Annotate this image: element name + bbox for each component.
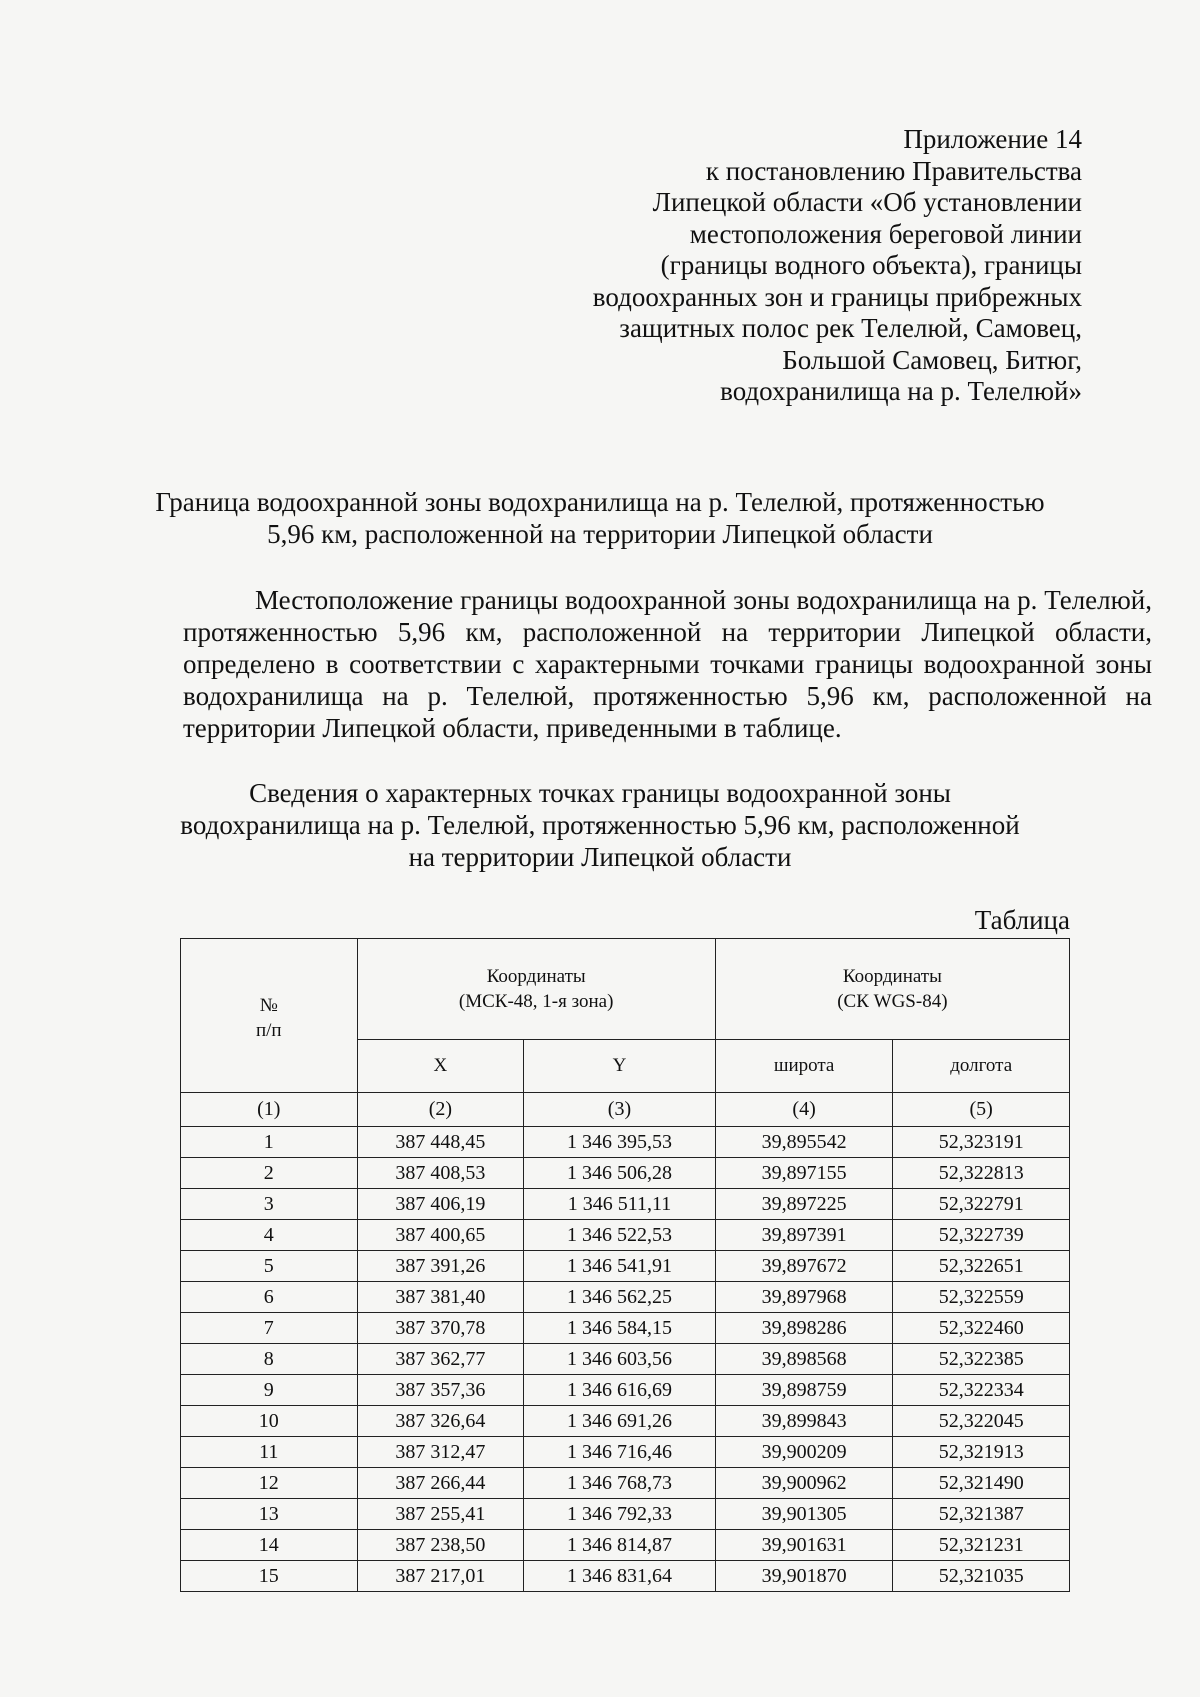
cell-latitude: 39,898286 (715, 1313, 893, 1344)
cell-x: 387 448,45 (357, 1127, 524, 1158)
cell-y: 1 346 616,69 (524, 1375, 716, 1406)
cell-longitude: 52,322334 (893, 1375, 1070, 1406)
cell-latitude: 39,897155 (715, 1158, 893, 1189)
header-x: X (357, 1040, 524, 1093)
header-number-label: п/п (255, 1019, 282, 1041)
cell-latitude: 39,897672 (715, 1251, 893, 1282)
cell-y: 1 346 831,64 (524, 1561, 716, 1592)
table-heading-line: водохранилища на р. Телелюй, протяженностью 5,96 км, расположенной (180, 810, 1020, 840)
cell-x: 387 357,36 (357, 1375, 524, 1406)
cell-x: 387 255,41 (357, 1499, 524, 1530)
cell-x: 387 326,64 (357, 1406, 524, 1437)
table-row (181, 1499, 1070, 1530)
cell-number: 8 (181, 1344, 358, 1375)
document-title (150, 486, 1050, 550)
table-label: Таблица (974, 905, 1070, 935)
table-row (181, 1530, 1070, 1561)
coordinates-table (180, 938, 1070, 1592)
cell-x: 387 408,53 (357, 1158, 524, 1189)
table-row (181, 1251, 1070, 1282)
table-row (181, 1158, 1070, 1189)
cell-x: 387 312,47 (357, 1437, 524, 1468)
cell-longitude: 52,322045 (893, 1406, 1070, 1437)
cell-y: 1 346 691,26 (524, 1406, 716, 1437)
cell-y: 1 346 768,73 (524, 1468, 716, 1499)
cell-longitude: 52,321387 (893, 1499, 1070, 1530)
cell-longitude: 52,321035 (893, 1561, 1070, 1592)
header-msk-coordinates (357, 939, 715, 1040)
cell-y: 1 346 562,25 (524, 1282, 716, 1313)
table-heading-line: на территории Липецкой области (408, 842, 792, 872)
cell-latitude: 39,899843 (715, 1406, 893, 1437)
appendix-line: (границы водного объекта), границы (660, 250, 1082, 280)
cell-latitude: 39,901631 (715, 1530, 893, 1561)
cell-x: 387 406,19 (357, 1189, 524, 1220)
cell-latitude: 39,897968 (715, 1282, 893, 1313)
cell-longitude: 52,322651 (893, 1251, 1070, 1282)
cell-number: 7 (181, 1313, 358, 1344)
cell-x: 387 381,40 (357, 1282, 524, 1313)
cell-y: 1 346 814,87 (524, 1530, 716, 1561)
body-paragraph: Местоположение границы водоохранной зоны водохранилища на р. Телелюй, протяженностью 5,96 км, расположенной на территории Липецкой области, определено в соответствии с характерными точками границы водоохранной зоны водохранилища на р. Телелюй, протяженностью 5,96 км, расположенной на территории Липецкой области, приведенными в таблице. (183, 585, 1152, 743)
cell-y: 1 346 395,53 (524, 1127, 716, 1158)
column-number: (4) (715, 1093, 893, 1127)
column-number: (2) (357, 1093, 524, 1127)
cell-longitude: 52,322460 (893, 1313, 1070, 1344)
cell-longitude: 52,322385 (893, 1344, 1070, 1375)
cell-y: 1 346 792,33 (524, 1499, 716, 1530)
cell-latitude: 39,901870 (715, 1561, 893, 1592)
header-number (181, 939, 358, 1093)
cell-number: 2 (181, 1158, 358, 1189)
table-row (181, 1313, 1070, 1344)
table-column-numbers-row (181, 1093, 1070, 1127)
column-number: (3) (524, 1093, 716, 1127)
cell-number: 10 (181, 1406, 358, 1437)
table-header-row (181, 939, 1070, 1040)
cell-number: 6 (181, 1282, 358, 1313)
header-msk-title: Координаты (486, 966, 586, 987)
document-title-line: Граница водоохранной зоны водохранилища на р. Телелюй, протяженностью (155, 487, 1045, 517)
appendix-line: Приложение 14 (903, 124, 1082, 154)
cell-y: 1 346 506,28 (524, 1158, 716, 1189)
cell-x: 387 266,44 (357, 1468, 524, 1499)
header-latitude: широта (715, 1040, 893, 1093)
table-row (181, 1375, 1070, 1406)
column-number: (1) (181, 1093, 358, 1127)
appendix-line: водоохранных зон и границы прибрежных (592, 281, 1082, 312)
cell-number: 9 (181, 1375, 358, 1406)
header-number-sign: № (259, 994, 278, 1016)
table-row (181, 1561, 1070, 1592)
cell-y: 1 346 522,53 (524, 1220, 716, 1251)
cell-longitude: 52,322739 (893, 1220, 1070, 1251)
appendix-line: Липецкой области «Об установлении (652, 187, 1082, 217)
table-row (181, 1406, 1070, 1437)
header-msk-subtitle: (МСК-48, 1-я зона) (458, 991, 614, 1012)
cell-latitude: 39,900209 (715, 1437, 893, 1468)
cell-number: 3 (181, 1189, 358, 1220)
cell-number: 11 (181, 1437, 358, 1468)
cell-longitude: 52,321490 (893, 1468, 1070, 1499)
cell-y: 1 346 603,56 (524, 1344, 716, 1375)
cell-x: 387 362,77 (357, 1344, 524, 1375)
cell-longitude: 52,321913 (893, 1437, 1070, 1468)
appendix-line: водохранилища на р. Телелюй» (720, 376, 1082, 406)
header-y: Y (524, 1040, 716, 1093)
header-wgs-title: Координаты (842, 966, 942, 987)
cell-longitude: 52,323191 (893, 1127, 1070, 1158)
cell-x: 387 217,01 (357, 1561, 524, 1592)
column-number: (5) (893, 1093, 1070, 1127)
cell-number: 13 (181, 1499, 358, 1530)
cell-x: 387 400,65 (357, 1220, 524, 1251)
cell-longitude: 52,322791 (893, 1189, 1070, 1220)
header-longitude: долгота (893, 1040, 1070, 1093)
cell-x: 387 391,26 (357, 1251, 524, 1282)
header-wgs-coordinates (715, 939, 1069, 1040)
cell-longitude: 52,322813 (893, 1158, 1070, 1189)
cell-latitude: 39,901305 (715, 1499, 893, 1530)
cell-x: 387 238,50 (357, 1530, 524, 1561)
table-row (181, 1282, 1070, 1313)
cell-number: 1 (181, 1127, 358, 1158)
cell-latitude: 39,895542 (715, 1127, 893, 1158)
cell-number: 12 (181, 1468, 358, 1499)
cell-y: 1 346 584,15 (524, 1313, 716, 1344)
cell-number: 4 (181, 1220, 358, 1251)
cell-y: 1 346 716,46 (524, 1437, 716, 1468)
table-heading-line: Сведения о характерных точках границы водоохранной зоны (249, 778, 951, 808)
cell-latitude: 39,898759 (715, 1375, 893, 1406)
cell-number: 5 (181, 1251, 358, 1282)
appendix-line: местоположения береговой линии (689, 218, 1082, 249)
cell-y: 1 346 541,91 (524, 1251, 716, 1282)
cell-number: 15 (181, 1561, 358, 1592)
table-heading (150, 777, 1050, 873)
table-row (181, 1437, 1070, 1468)
cell-longitude: 52,321231 (893, 1530, 1070, 1561)
cell-y: 1 346 511,11 (524, 1189, 716, 1220)
table-row (181, 1468, 1070, 1499)
header-wgs-subtitle: (СК WGS-84) (837, 991, 948, 1012)
appendix-line: к постановлению Правительства (705, 155, 1082, 186)
table-row (181, 1189, 1070, 1220)
table-row (181, 1344, 1070, 1375)
document-title-line: 5,96 км, расположенной на территории Липецкой области (267, 519, 933, 549)
appendix-line: защитных полос рек Телелюй, Самовец, (619, 313, 1082, 343)
appendix-block (593, 124, 1082, 408)
cell-longitude: 52,322559 (893, 1282, 1070, 1313)
cell-latitude: 39,897391 (715, 1220, 893, 1251)
cell-number: 14 (181, 1530, 358, 1561)
table-row (181, 1220, 1070, 1251)
table-row (181, 1127, 1070, 1158)
cell-latitude: 39,900962 (715, 1468, 893, 1499)
cell-latitude: 39,897225 (715, 1189, 893, 1220)
appendix-line: Большой Самовец, Битюг, (782, 344, 1082, 375)
cell-x: 387 370,78 (357, 1313, 524, 1344)
cell-latitude: 39,898568 (715, 1344, 893, 1375)
